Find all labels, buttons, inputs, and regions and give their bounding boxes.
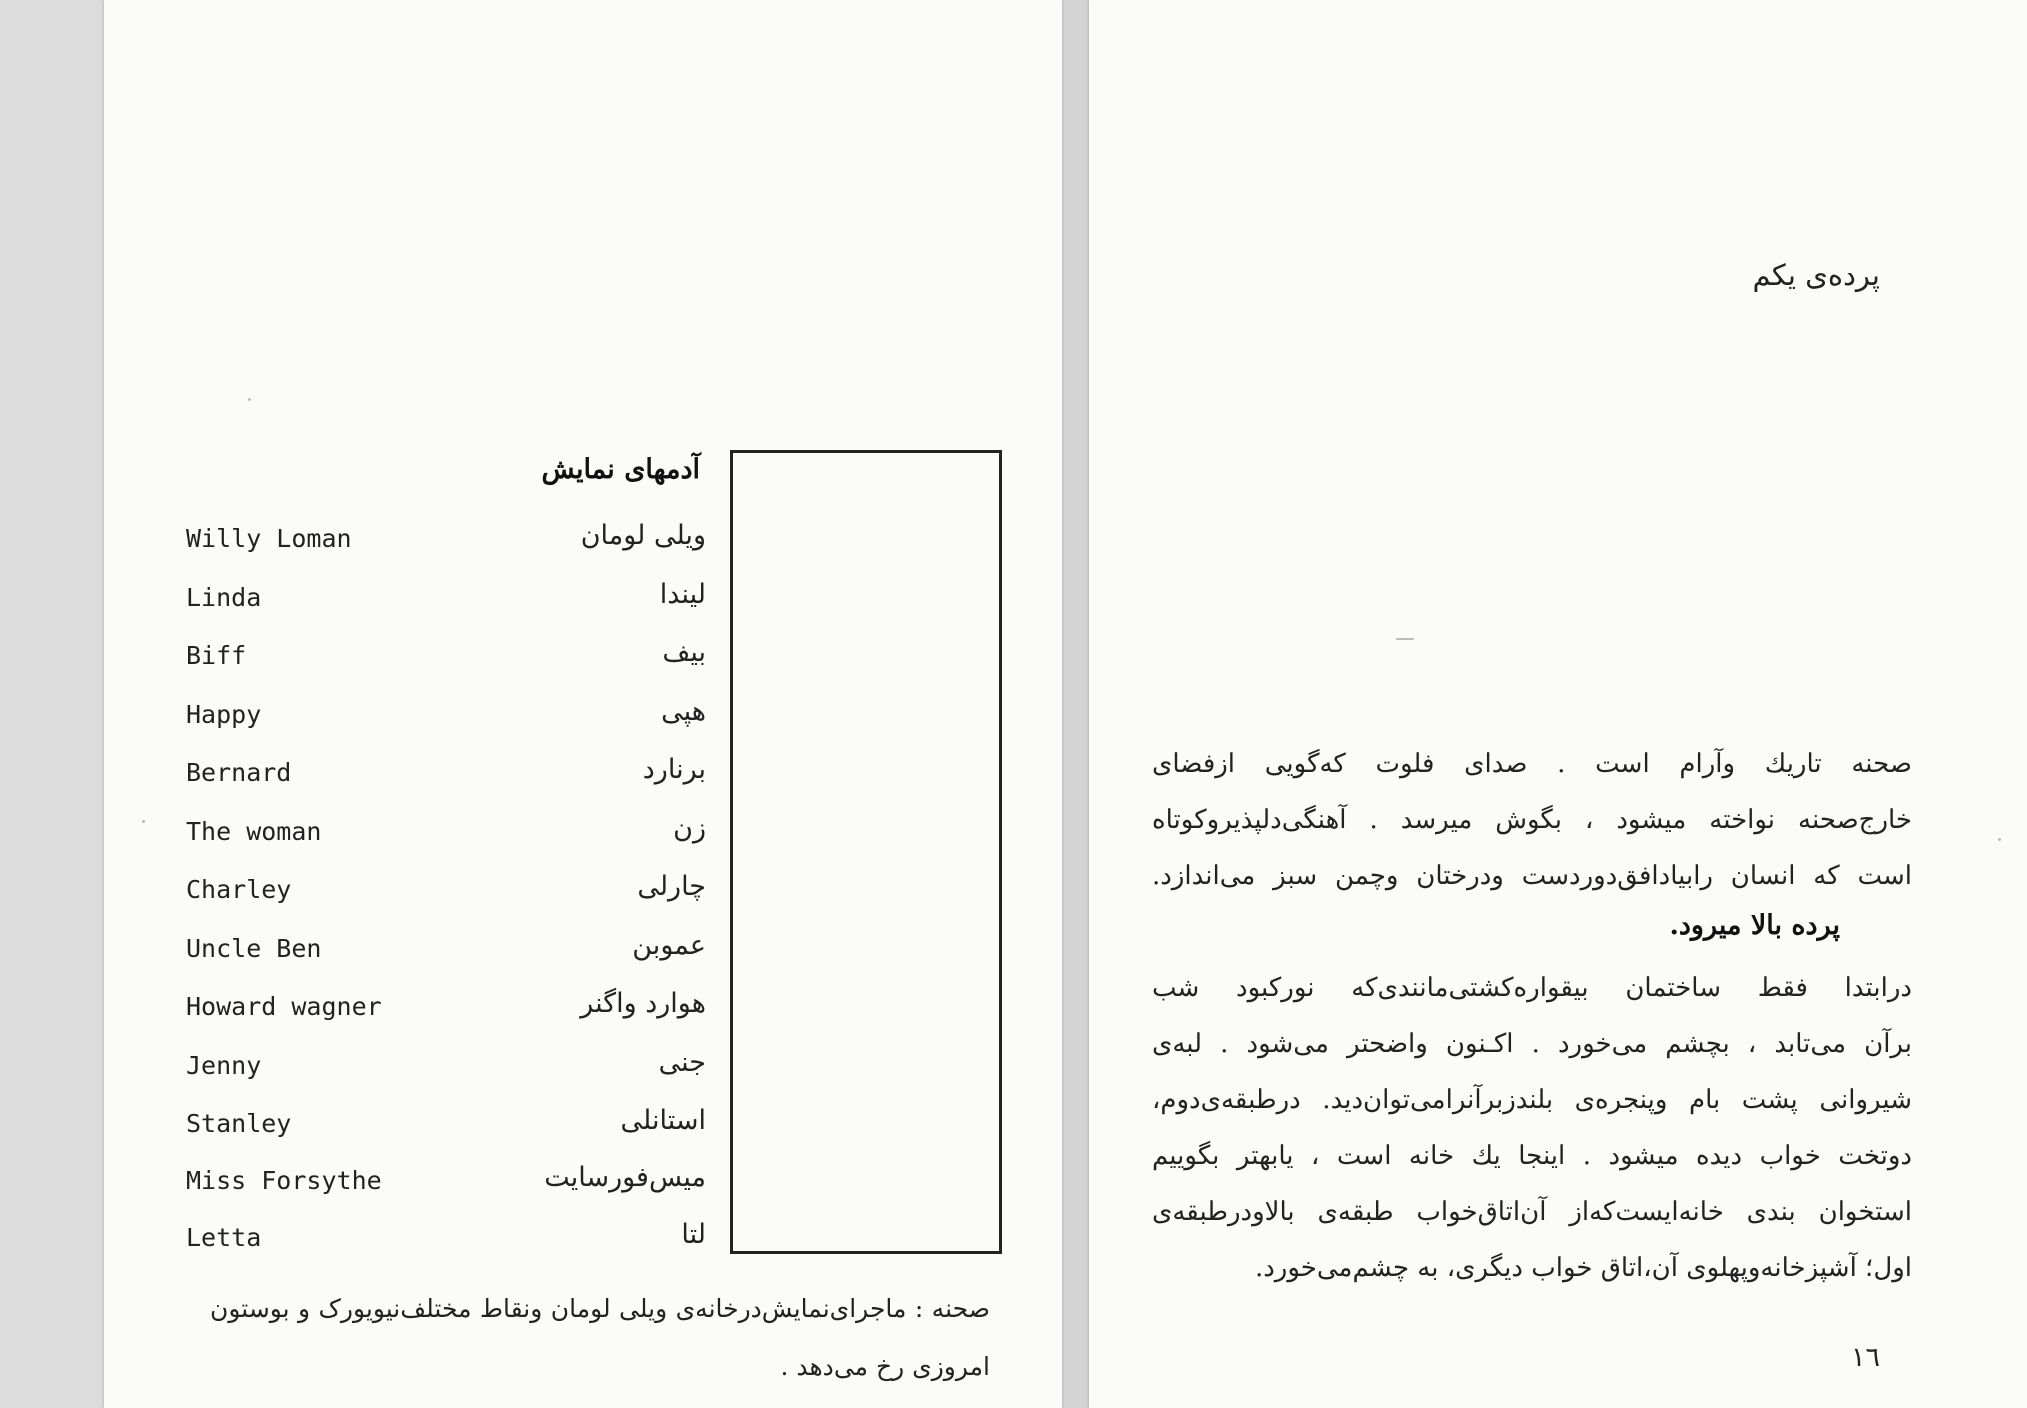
cast-name-english: Howard wagner: [186, 992, 382, 1021]
curtain-rises-line: پرده بالا میرود.: [1669, 910, 1840, 941]
cast-name-english: Linda: [186, 583, 262, 612]
cast-row: [186, 635, 706, 675]
text-line: برآن می‌تابد ، بچشم می‌خورد . اکـنون واضحتر می‌شود . لبه‌ی: [1152, 1029, 1912, 1059]
cast-heading: آدمهای نمایش: [541, 454, 700, 485]
text-line: شیروانی پشت بام وپنجره‌ی بلندزبرآنرامی‌توان‌دید. درطبقه‌ی‌دوم،: [1152, 1085, 1912, 1115]
text-line: خارج‌صحنه نواخته میشود ، بگوش میرسد . آهنگی‌دلپذیروکوتاه: [1152, 805, 1912, 835]
text-line: درابتدا فقط ساختمان بیقواره‌کشتی‌مانندی‌که نورکبود شب: [1152, 973, 1912, 1003]
cast-name-persian: هوارد واگنر: [580, 988, 706, 1019]
cast-row: [186, 986, 706, 1026]
cast-name-english: Biff: [186, 641, 247, 670]
cast-name-english: Stanley: [186, 1109, 292, 1138]
cast-name-english: The woman: [186, 817, 322, 846]
cast-name-english: Happy: [186, 700, 262, 729]
cast-name-persian: عموبن: [632, 930, 706, 961]
act-title: پرده‌ی یکم: [1752, 258, 1880, 292]
book-gutter: [1062, 0, 1089, 1408]
cast-name-persian: جنی: [658, 1047, 706, 1078]
cast-name-persian: میس‌فورسایت: [544, 1162, 706, 1193]
paper-speck: [142, 820, 145, 823]
text-line: دوتخت خواب دیده میشود . اینجا یك خانه است ، یابهتر بگوییم: [1152, 1141, 1912, 1171]
text-line: استخوان بندی خانه‌ایست‌که‌از آن‌اتاق‌خواب طبقه‌ی بالاودرطبقه‌ی: [1152, 1197, 1912, 1227]
cast-row: [186, 518, 706, 558]
cast-row: [186, 1103, 706, 1143]
stage-description-paragraph: [1152, 960, 1912, 1296]
cast-name-persian: لتا: [681, 1219, 706, 1250]
paper-speck: [248, 398, 251, 401]
cast-name-english: Jenny: [186, 1051, 262, 1080]
cast-name-english: Charley: [186, 875, 292, 904]
text-line: است که انسان رابیادافق‌دوردست ودرختان وچمن سبز می‌اندازد.: [1152, 861, 1912, 891]
cast-name-persian: استانلی: [620, 1105, 706, 1136]
opening-paragraph: [1152, 736, 1912, 904]
cast-row: [186, 869, 706, 909]
cast-name-persian: چارلی: [637, 871, 706, 902]
cast-name-persian: برنارد: [642, 754, 706, 785]
cast-row: [186, 1045, 706, 1085]
cast-name-persian: هپی: [661, 696, 706, 727]
cast-name-english: Willy Loman: [186, 524, 352, 553]
text-line: صحنه تاریك وآرام است . صدای فلوت که‌گویی ازفضای: [1152, 749, 1912, 779]
cast-name-persian: ویلی لومان: [580, 520, 706, 551]
cast-name-persian: لیندا: [659, 579, 706, 610]
cast-row: [186, 1217, 706, 1257]
cast-name-english: Miss Forsythe: [186, 1166, 382, 1195]
page-number: ١٦: [1850, 1342, 1880, 1373]
text-line: اول؛ آشپزخانه‌وپهلوی آن،اتاق خواب دیگری، به چشم‌می‌خورد.: [1254, 1253, 1912, 1283]
cast-name-english: Bernard: [186, 758, 292, 787]
cast-frame: [730, 450, 1002, 1254]
cast-row: [186, 752, 706, 792]
scene-note: صحنه : ماجرای‌نمایش‌درخانه‌ی ویلی لومان ونقاط مختلف‌نیویورک و بوستون امروزی رخ می‌دهد .: [210, 1294, 990, 1381]
cast-name-english: Uncle Ben: [186, 934, 322, 963]
paper-speck: [1396, 638, 1414, 640]
cast-name-persian: زن: [673, 813, 706, 844]
cast-row: [186, 928, 706, 968]
cast-row: [186, 1160, 706, 1200]
cast-row: [186, 577, 706, 617]
cast-name-english: Letta: [186, 1223, 262, 1252]
cast-row: [186, 811, 706, 851]
paper-speck: [1998, 838, 2001, 841]
cast-row: [186, 694, 706, 734]
cast-name-persian: بیف: [662, 637, 706, 668]
